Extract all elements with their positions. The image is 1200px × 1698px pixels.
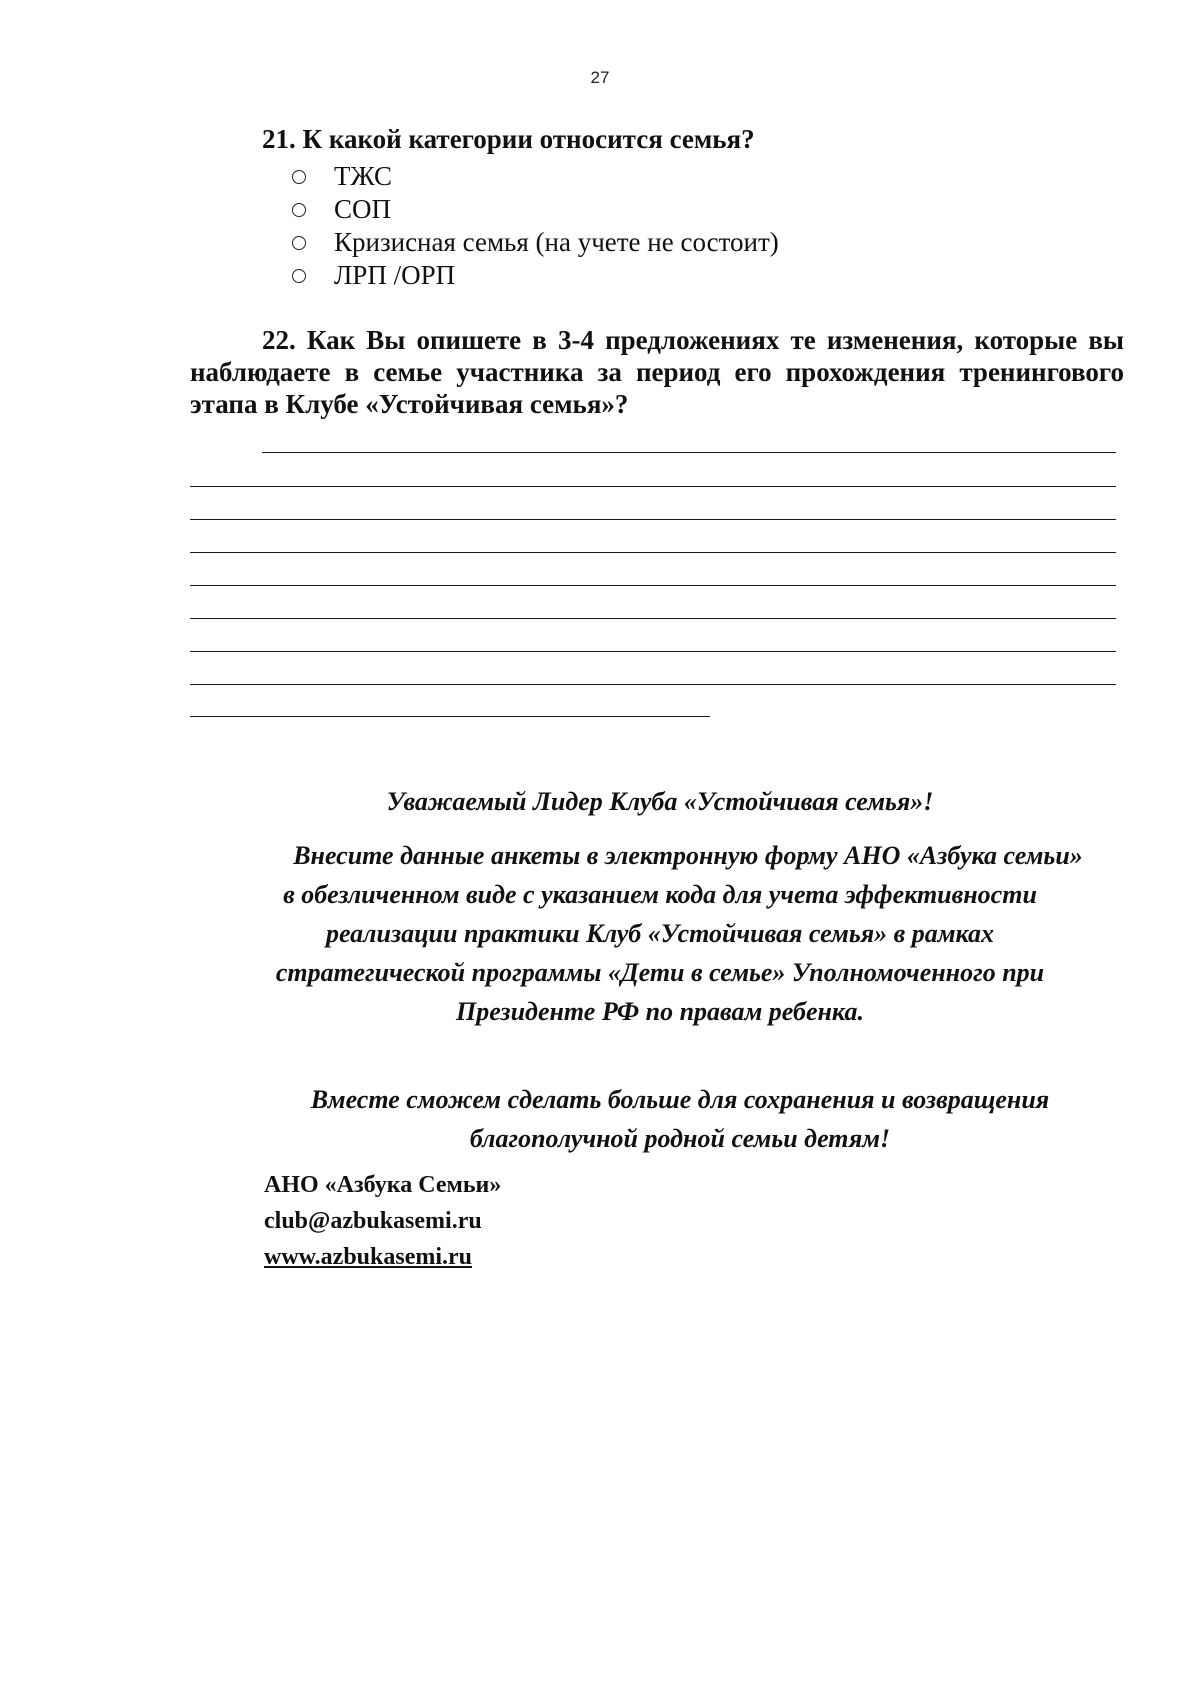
closing-message (200, 1080, 1120, 1158)
page-number: 27 (590, 68, 610, 87)
option-item[interactable] (292, 193, 779, 226)
question-21-options (292, 160, 779, 292)
radio-circle-icon[interactable] (292, 269, 306, 283)
instructions-line: Президенте РФ по правам ребенка. (456, 997, 864, 1026)
instructions-line: стратегической программы «Дети в семье» Уполномоченного при (275, 958, 1045, 987)
question-21-title: 21. К какой категории относится семья? (262, 124, 755, 154)
organization-name: АНО «Азбука Семьи» (264, 1172, 502, 1198)
instructions (200, 836, 1120, 1031)
greeting: Уважаемый Лидер Клуба «Устойчивая семья»! (386, 787, 934, 816)
radio-circle-icon[interactable] (292, 203, 306, 217)
option-label: СОП (334, 194, 392, 224)
instructions-line: Внесите данные анкеты в электронную форму АНО «Азбука семьи» (293, 841, 1083, 870)
instructions-line: реализации практики Клуб «Устойчивая семья» в рамках (325, 919, 995, 948)
answer-line[interactable] (190, 684, 1116, 685)
answer-line[interactable] (190, 486, 1116, 487)
closing-line: благополучной родной семьи детям! (469, 1124, 891, 1153)
radio-circle-icon[interactable] (292, 170, 306, 184)
answer-line[interactable] (190, 618, 1116, 619)
answer-line[interactable] (262, 452, 1116, 453)
question-22-text: 22. Как Вы опишете в 3-4 предложениях те изменения, которые вы наблюдаете в семье участника за период его прохождения тренингового этапа в Клубе «Устойчивая семья»? (190, 325, 1124, 419)
website-link[interactable]: www.azbukasemi.ru (264, 1244, 473, 1270)
option-item[interactable] (292, 259, 779, 292)
radio-circle-icon[interactable] (292, 236, 306, 250)
contact-email[interactable]: club@azbukasemi.ru (264, 1208, 482, 1234)
answer-line[interactable] (190, 651, 1116, 652)
option-item[interactable] (292, 226, 779, 259)
option-label: ТЖС (334, 161, 393, 191)
option-label: Кризисная семья (на учете не состоит) (334, 227, 779, 257)
answer-line[interactable] (190, 585, 1116, 586)
contacts-block (264, 1167, 501, 1275)
answer-line[interactable] (190, 552, 1116, 553)
closing-line: Вместе сможем сделать больше для сохранения и возвращения (310, 1085, 1050, 1114)
instructions-line: в обезличенном виде с указанием кода для учета эффективности (283, 880, 1037, 909)
option-label: ЛРП /ОРП (334, 260, 456, 290)
option-item[interactable] (292, 160, 779, 193)
answer-line[interactable] (190, 716, 710, 717)
answer-line[interactable] (190, 519, 1116, 520)
